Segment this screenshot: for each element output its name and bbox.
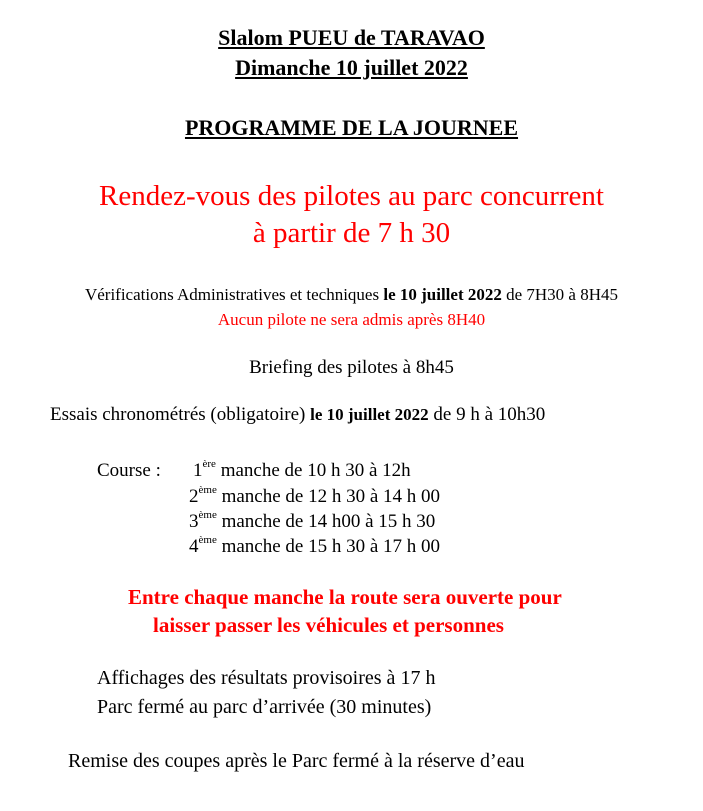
rendezvous-line2: à partir de 7 h 30 xyxy=(252,217,451,249)
manche-sup: ère xyxy=(202,457,216,470)
manche-num: 3 xyxy=(189,511,199,532)
essais-date: le 10 juillet 2022 xyxy=(310,405,429,424)
manche-sup: ème xyxy=(198,483,217,496)
event-date: Dimanche 10 juillet 2022 xyxy=(235,55,468,80)
verifications-prefix: Vérifications Administratives et techniques xyxy=(84,285,384,304)
notice-line1: Entre chaque manche la route sera ouverte pour xyxy=(128,585,562,609)
essais-line xyxy=(50,404,545,426)
manche-num: 4 xyxy=(189,536,199,557)
results-line1: Affichages des résultats provisoires à 17 h xyxy=(97,667,436,689)
essais-prefix: Essais chronométrés (obligatoire) xyxy=(50,404,311,425)
manche-sup: ème xyxy=(198,533,217,546)
manche-row xyxy=(189,483,441,508)
verifications-suffix: de 7H30 à 8H45 xyxy=(501,285,619,304)
program-title: PROGRAMME DE LA JOURNEE xyxy=(184,115,519,140)
results-line2: Parc fermé au parc d’arrivée (30 minutes) xyxy=(97,696,432,718)
verifications-warning: Aucun pilote ne sera admis après 8H40 xyxy=(217,310,486,329)
ceremony-line: Remise des coupes après le Parc fermé à la réserve d’eau xyxy=(68,750,525,772)
briefing-line: Briefing des pilotes à 8h45 xyxy=(249,357,454,378)
course-label: Course : xyxy=(97,460,161,481)
manche-text: manche de 12 h 30 à 14 h 00 xyxy=(216,486,441,507)
manche-row xyxy=(189,533,441,558)
manche-text: manche de 14 h00 à 15 h 30 xyxy=(216,511,436,532)
manche-text: manche de 15 h 30 à 17 h 00 xyxy=(216,536,441,557)
verifications-line xyxy=(0,285,703,305)
manche-num: 2 xyxy=(189,486,199,507)
manche-num: 1 xyxy=(193,460,203,481)
notice-line2: laisser passer les véhicules et personnes xyxy=(153,613,504,637)
manche-text: manche de 10 h 30 à 12h xyxy=(215,460,411,481)
event-title: Slalom PUEU de TARAVAO xyxy=(218,25,485,50)
manche-sup: ème xyxy=(198,508,217,521)
verifications-date: le 10 juillet 2022 xyxy=(383,285,502,304)
rendezvous-line1: Rendez-vous des pilotes au parc concurrent xyxy=(99,180,604,212)
manche-row xyxy=(189,508,436,533)
essais-suffix: de 9 h à 10h30 xyxy=(428,404,546,425)
manche-row xyxy=(193,457,411,482)
